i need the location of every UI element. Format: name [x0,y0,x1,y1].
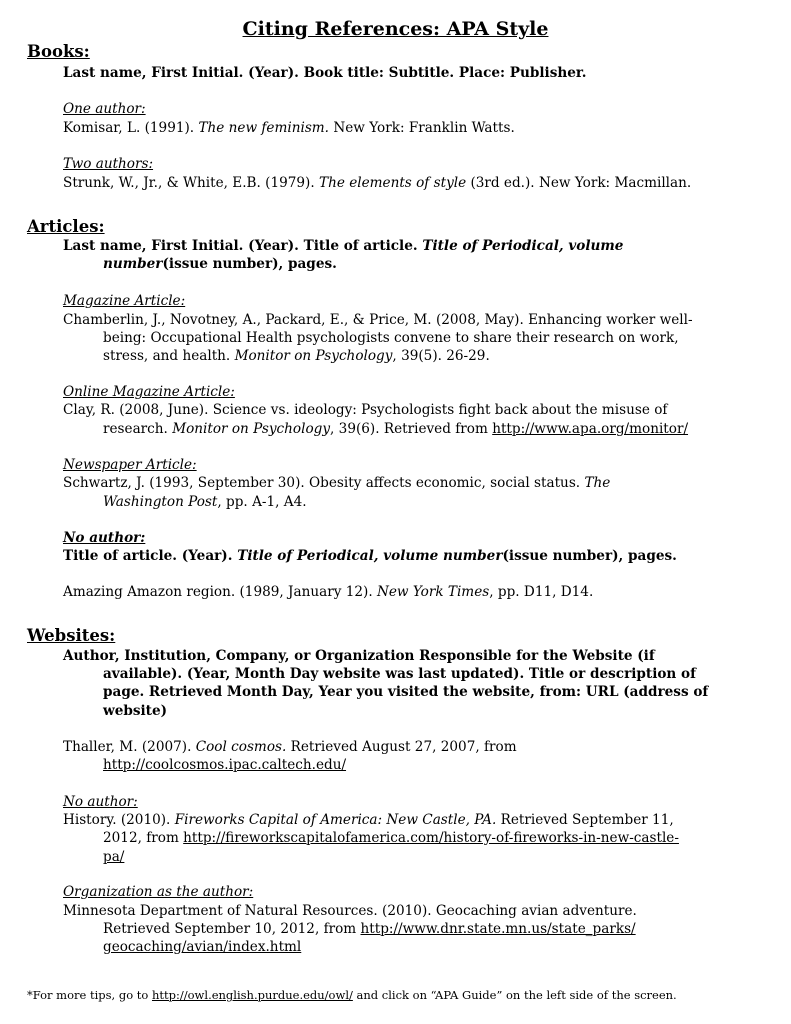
citation-clay: Clay, R. (2008, June). Science vs. ideology: Psychologists fight back about the misuse of [63,402,668,418]
link-dnr-cont[interactable]: geocaching/avian/index.html [103,939,302,955]
websites-format-cont: available). (Year, Month Day website was last updated). Title or description of [103,666,696,682]
citation-chamberlin: Chamberlin, J., Novotney, A., Packard, E., & Price, M. (2008, May). Enhancing worker well- [63,312,693,328]
citation-schwartz-cont: Washington Post, pp. A-1, A4. [103,494,307,510]
citation-strunk: Strunk, W., Jr., & White, E.B. (1979). The elements of style (3rd ed.). New York: Macmillan. [63,175,692,191]
citation-amazon: Amazing Amazon region. (1989, January 12). New York Times, pp. D11, D14. [63,584,594,600]
link-apa-monitor[interactable]: http://www.apa.org/monitor/ [492,421,689,437]
link-purdue-owl[interactable]: http://owl.english.purdue.edu/owl/ [151,988,353,1002]
websites-format-cont: website) [103,703,168,719]
citation-history: History. (2010). Fireworks Capital of America: New Castle, PA. Retrieved September 11, [63,812,674,828]
citation-minnesota-cont [103,938,301,956]
citation-thaller-cont [103,756,346,774]
citation-history-cont [103,848,124,866]
articles-format-cont: number(issue number), pages. [103,256,337,272]
citation-chamberlin-cont: being: Occupational Health psychologists convene to share their research on work, [103,330,679,346]
magazine-label: Magazine Article: [63,293,186,309]
websites-format: Author, Institution, Company, or Organization Responsible for the Website (if [63,648,655,664]
websites-heading: Websites: [27,626,116,645]
citation-clay-cont: research. Monitor on Psychology, 39(6). Retrieved from http://www.apa.org/monitor/ [103,421,689,437]
websites-format-cont: page. Retrieved Month Day, Year you visited the website, from: URL (address of [103,684,709,700]
citation-minnesota-cont: Retrieved September 10, 2012, from http://www.dnr.state.mn.us/state_parks/ [103,921,636,937]
articles-heading: Articles: [27,217,105,236]
books-heading: Books: [27,42,90,61]
articles-format: Last name, First Initial. (Year). Title of article. Title of Periodical, volume [63,238,624,254]
link-dnr[interactable]: http://www.dnr.state.mn.us/state_parks/ [360,921,636,937]
citation-thaller: Thaller, M. (2007). Cool cosmos. Retrieved August 27, 2007, from [63,739,517,755]
online-magazine-label: Online Magazine Article: [63,384,235,400]
citation-history-cont: 2012, from http://fireworkscapitalofamerica.com/history-of-fireworks-in-new-castle- [103,830,679,846]
no-author-format: Title of article. (Year). Title of Periodical, volume number(issue number), pages. [63,548,677,564]
citation-minnesota: Minnesota Department of Natural Resources. (2010). Geocaching avian adventure. [63,903,637,919]
footnote: *For more tips, go to http://owl.english.purdue.edu/owl/ and click on “APA Guide” on the left side of the screen. [27,988,677,1002]
two-authors-label: Two authors: [63,156,154,172]
citation-chamberlin-cont: stress, and health. Monitor on Psychology, 39(5). 26-29. [103,348,490,364]
citation-komisar: Komisar, L. (1991). The new feminism. New York: Franklin Watts. [63,120,515,136]
page-title: Citing References: APA Style [242,18,549,40]
citation-schwartz: Schwartz, J. (1993, September 30). Obesity affects economic, social status. The [63,475,611,491]
website-no-author-label: No author: [63,794,138,810]
link-fireworks-cont[interactable]: pa/ [103,849,125,865]
link-coolcosmos[interactable]: http://coolcosmos.ipac.caltech.edu/ [103,757,347,773]
link-fireworks[interactable]: http://fireworkscapitalofamerica.com/history-of-fireworks-in-new-castle- [183,830,679,846]
one-author-label: One author: [63,101,146,117]
books-format: Last name, First Initial. (Year). Book title: Subtitle. Place: Publisher. [63,65,587,81]
newspaper-label: Newspaper Article: [63,457,197,473]
organization-author-label: Organization as the author: [63,884,254,900]
no-author-label: No author: [63,530,146,546]
